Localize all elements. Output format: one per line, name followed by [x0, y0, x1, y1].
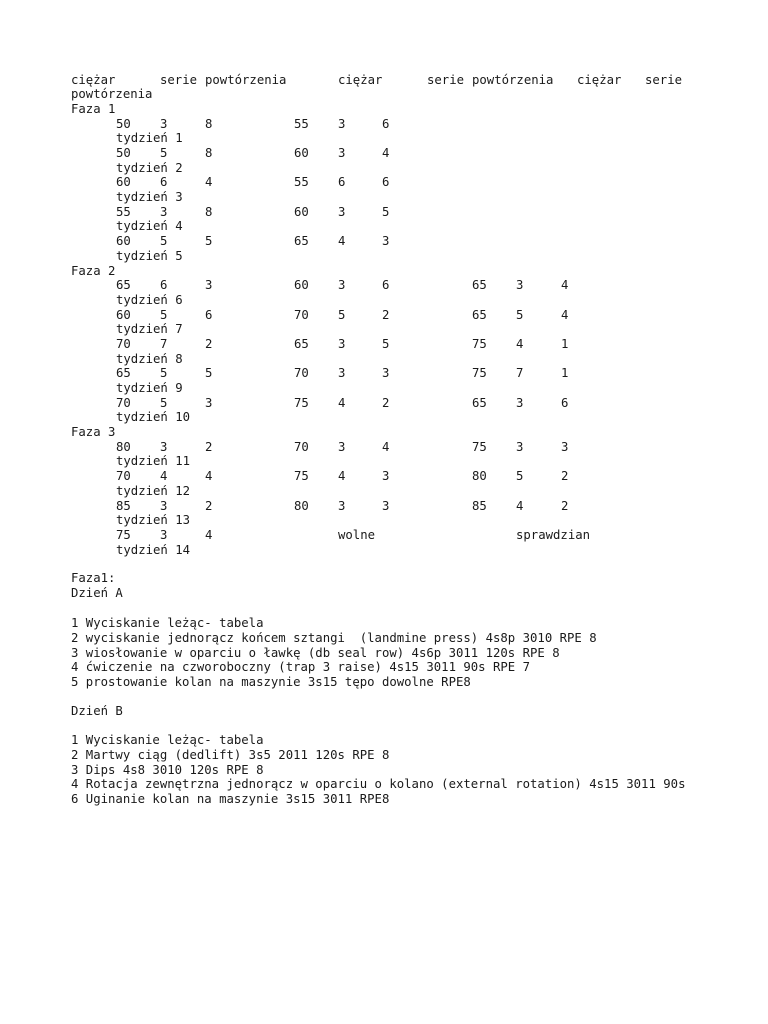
table-cell: 3 [382, 234, 390, 249]
table-cell: 85 [472, 498, 487, 513]
table-note: sprawdzian [516, 528, 591, 542]
column-header-wrap: powtórzenia [71, 87, 153, 101]
table-cell: 65 [294, 337, 309, 351]
table-cell: 3 [205, 278, 213, 293]
week-label: tydzień 2 [116, 160, 183, 175]
table-cell: 60 [294, 204, 309, 219]
week-label: tydzień 9 [116, 381, 183, 395]
table-cell: 3 [338, 498, 346, 513]
table-cell: 3 [516, 278, 524, 293]
table-cell: 60 [116, 307, 131, 322]
column-header: serie [160, 73, 198, 87]
table-cell: 65 [472, 395, 487, 410]
table-cell: 4 [338, 469, 346, 484]
table-cell: 2 [205, 439, 213, 454]
table-cell: 8 [205, 146, 213, 160]
table-cell: 3 [561, 439, 569, 454]
phase-label: Faza 1 [71, 102, 116, 116]
table-cell: 4 [205, 469, 213, 484]
table-cell: 4 [160, 469, 168, 484]
table-cell: 85 [116, 498, 131, 513]
table-cell: 75 [472, 439, 487, 454]
table-cell: 6 [160, 175, 168, 190]
table-cell: 75 [472, 337, 487, 351]
table-cell: 65 [472, 307, 487, 322]
table-cell: 4 [561, 278, 569, 293]
column-header: powtórzenia [472, 73, 554, 87]
table-cell: 3 [338, 116, 346, 131]
phase-label: Faza 3 [71, 425, 116, 440]
exercise-item: 2 wyciskanie jednorącz końcem sztangi (landmine press) 4s8p 3010 RPE 8 [71, 630, 597, 645]
table-cell: 55 [294, 175, 309, 190]
table-cell: 5 [516, 307, 524, 322]
table-cell: 65 [472, 278, 487, 293]
table-cell: 2 [561, 469, 569, 484]
table-cell: 6 [338, 175, 346, 190]
table-cell: 60 [294, 146, 309, 160]
table-cell: 3 [338, 278, 346, 293]
table-cell: 7 [160, 337, 168, 351]
table-cell: 6 [561, 395, 569, 410]
exercise-item: 4 ćwiczenie na czworoboczny (trap 3 raise) 4s15 3011 90s RPE 7 [71, 660, 531, 675]
table-cell: 6 [160, 278, 168, 293]
table-cell: 5 [160, 146, 168, 160]
table-cell: 5 [160, 395, 168, 410]
table-cell: 70 [294, 307, 309, 322]
table-cell: 5 [382, 337, 390, 351]
table-cell: 70 [294, 439, 309, 454]
phase-label: Faza 2 [71, 263, 116, 278]
week-label: tydzień 5 [116, 248, 183, 263]
column-header: ciężar [338, 73, 383, 87]
table-cell: 55 [116, 204, 131, 219]
exercise-item: 6 Uginanie kolan na maszynie 3s15 3011 RPE8 [71, 792, 390, 807]
exercise-item: 2 Martwy ciąg (dedlift) 3s5 2011 120s RPE 8 [71, 747, 390, 762]
week-label: tydzień 11 [116, 454, 191, 469]
exercise-item: 3 wiosłowanie w oparciu o ławkę (db seal row) 4s6p 3011 120s RPE 8 [71, 645, 560, 660]
week-label: tydzień 4 [116, 219, 183, 234]
table-cell: 8 [205, 116, 213, 131]
week-label: tydzień 12 [116, 483, 191, 498]
table-cell: 6 [382, 116, 390, 131]
day-title: Dzień B [71, 704, 123, 718]
table-cell: 80 [116, 439, 131, 454]
table-cell: 3 [160, 204, 168, 219]
table-cell: 2 [382, 395, 390, 410]
table-cell: 3 [205, 395, 213, 410]
column-header: ciężar [577, 73, 622, 87]
table-cell: 5 [382, 204, 390, 219]
table-cell: 3 [160, 439, 168, 454]
table-cell: 3 [382, 366, 390, 381]
table-cell: 4 [382, 439, 390, 454]
table-cell: 3 [516, 439, 524, 454]
table-cell: 3 [160, 528, 168, 542]
table-cell: 4 [561, 307, 569, 322]
table-cell: 75 [472, 366, 487, 381]
table-cell: 5 [160, 366, 168, 381]
table-cell: 6 [205, 307, 213, 322]
table-cell: 3 [382, 498, 390, 513]
week-label: tydzień 10 [116, 410, 191, 425]
table-cell: 5 [338, 307, 346, 322]
table-cell: 75 [294, 395, 309, 410]
table-cell: 3 [338, 337, 346, 351]
day-title: Dzień A [71, 586, 123, 600]
table-cell: 4 [205, 528, 213, 542]
exercise-item: 4 Rotacja zewnętrzna jednorącz w oparciu o kolano (external rotation) 4s15 3011 90s [71, 777, 686, 792]
table-cell: 8 [205, 204, 213, 219]
table-cell: 5 [160, 307, 168, 322]
table-cell: 60 [116, 175, 131, 190]
table-cell: 4 [382, 146, 390, 160]
table-cell: 6 [382, 175, 390, 190]
week-label: tydzień 8 [116, 351, 183, 366]
table-cell: 80 [472, 469, 487, 484]
table-cell: 65 [294, 234, 309, 249]
table-cell: 1 [561, 366, 569, 381]
table-cell: 5 [205, 366, 213, 381]
table-cell: 4 [516, 498, 524, 513]
table-cell: 65 [116, 366, 131, 381]
week-label: tydzień 14 [116, 542, 191, 557]
table-cell: 60 [116, 234, 131, 249]
table-cell: 75 [116, 528, 131, 542]
table-cell: 70 [116, 395, 131, 410]
column-header: ciężar [71, 73, 116, 87]
table-cell: 3 [160, 498, 168, 513]
table-cell: 55 [294, 116, 309, 131]
table-cell: 3 [516, 395, 524, 410]
week-label: tydzień 3 [116, 190, 183, 204]
table-cell: 6 [382, 278, 390, 293]
table-cell: 3 [338, 366, 346, 381]
table-cell: 7 [516, 366, 524, 381]
table-cell: 70 [116, 469, 131, 484]
table-note: wolne [338, 528, 376, 542]
table-cell: 4 [516, 337, 524, 351]
week-label: tydzień 6 [116, 292, 183, 307]
week-label: tydzień 1 [116, 131, 183, 146]
exercise-item: 5 prostowanie kolan na maszynie 3s15 tępo dowolne RPE8 [71, 675, 471, 690]
table-cell: 4 [338, 395, 346, 410]
table-cell: 3 [338, 204, 346, 219]
table-cell: 65 [116, 278, 131, 293]
table-cell: 4 [338, 234, 346, 249]
table-cell: 70 [116, 337, 131, 351]
plan-phase-title: Faza1: [71, 571, 116, 585]
table-cell: 3 [338, 146, 346, 160]
table-cell: 2 [205, 498, 213, 513]
table-cell: 5 [205, 234, 213, 249]
exercise-item: 3 Dips 4s8 3010 120s RPE 8 [71, 762, 264, 777]
table-cell: 3 [160, 116, 168, 131]
table-cell: 5 [160, 234, 168, 249]
table-cell: 3 [338, 439, 346, 454]
table-cell: 70 [294, 366, 309, 381]
column-header: serie [427, 73, 465, 87]
table-cell: 80 [294, 498, 309, 513]
table-cell: 50 [116, 146, 131, 160]
table-cell: 3 [382, 469, 390, 484]
exercise-item: 1 Wyciskanie leżąc- tabela [71, 733, 264, 747]
column-header: serie [645, 73, 683, 87]
table-cell: 4 [205, 175, 213, 190]
column-header: powtórzenia [205, 73, 287, 87]
table-cell: 2 [382, 307, 390, 322]
table-cell: 2 [205, 337, 213, 351]
table-cell: 1 [561, 337, 569, 351]
week-label: tydzień 7 [116, 322, 183, 337]
table-cell: 2 [561, 498, 569, 513]
table-cell: 60 [294, 278, 309, 293]
exercise-item: 1 Wyciskanie leżąc- tabela [71, 616, 264, 630]
week-label: tydzień 13 [116, 513, 191, 528]
table-cell: 50 [116, 116, 131, 131]
table-cell: 5 [516, 469, 524, 484]
table-cell: 75 [294, 469, 309, 484]
